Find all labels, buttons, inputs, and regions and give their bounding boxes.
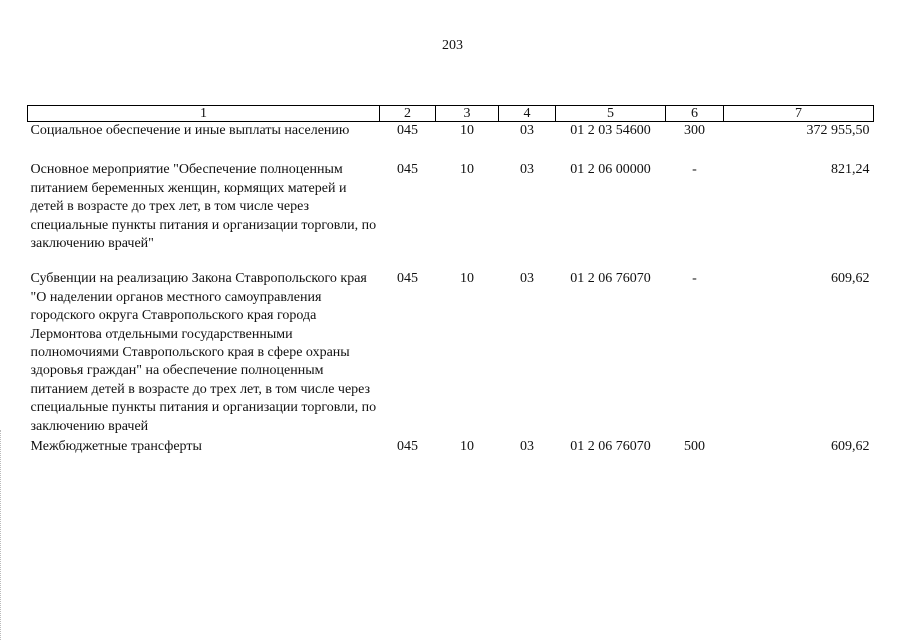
row-expense-type: 500 bbox=[684, 439, 705, 455]
row-expense-type: - bbox=[692, 271, 697, 287]
row-expense-type: - bbox=[692, 162, 697, 178]
row-amount: 609,62 bbox=[831, 271, 870, 287]
row-target-article: 01 2 06 76070 bbox=[570, 439, 651, 455]
row-target-article: 01 2 06 76070 bbox=[570, 271, 651, 287]
row-ministry-code: 045 bbox=[397, 162, 418, 178]
header-col-6: 6 bbox=[666, 106, 724, 122]
table-row bbox=[28, 122, 874, 162]
header-col-5: 5 bbox=[556, 106, 666, 122]
table-header bbox=[28, 106, 874, 122]
row-ministry-code: 045 bbox=[397, 271, 418, 287]
row-subsection: 03 bbox=[520, 123, 534, 138]
header-col-2: 2 bbox=[380, 106, 436, 122]
row-ministry-code: 045 bbox=[397, 439, 418, 455]
row-subsection: 03 bbox=[520, 271, 534, 287]
row-section: 10 bbox=[460, 123, 474, 138]
header-col-1: 1 bbox=[28, 106, 380, 122]
table-row bbox=[28, 438, 874, 456]
table-row bbox=[28, 161, 874, 270]
header-col-4: 4 bbox=[499, 106, 556, 122]
row-section: 10 bbox=[460, 271, 474, 287]
row-amount: 609,62 bbox=[831, 439, 870, 455]
row-amount: 372 955,50 bbox=[806, 123, 870, 138]
header-col-7: 7 bbox=[724, 106, 874, 122]
row-name: Социальное обеспечение и иные выплаты населению bbox=[30, 123, 350, 138]
row-amount: 821,24 bbox=[831, 162, 870, 178]
row-name: Основное мероприятие "Обеспечение полноценным питанием беременных женщин, кормящих матерей и детей в возрасте до трех лет, в том числе через специальные пункты питания и организации торговли, по заключению врачей" bbox=[30, 162, 377, 252]
row-expense-type: 300 bbox=[684, 123, 705, 138]
header-col-3: 3 bbox=[436, 106, 499, 122]
budget-table bbox=[27, 105, 874, 457]
row-ministry-code: 045 bbox=[397, 123, 418, 138]
scan-edge-mark bbox=[0, 430, 3, 640]
row-subsection: 03 bbox=[520, 439, 534, 455]
row-subsection: 03 bbox=[520, 162, 534, 178]
row-section: 10 bbox=[460, 439, 474, 455]
row-name: Межбюджетные трансферты bbox=[30, 439, 202, 455]
row-name: Субвенции на реализацию Закона Ставропольского края "О наделении органов местного самоуправления городского округа Ставропольского края города Лермонтова отдельными государственными полномочиями Ставропольского края в сфере охраны здоровья граждан" на обеспечение полноценным питанием детей в возрасте до трех лет, в том числе через специальные пункты питания и организации торговли, по заключению врачей bbox=[30, 271, 377, 434]
row-target-article: 01 2 06 00000 bbox=[570, 162, 651, 178]
row-section: 10 bbox=[460, 162, 474, 178]
page-number: 203 bbox=[442, 38, 463, 53]
row-target-article: 01 2 03 54600 bbox=[570, 123, 651, 138]
table-row bbox=[28, 270, 874, 438]
